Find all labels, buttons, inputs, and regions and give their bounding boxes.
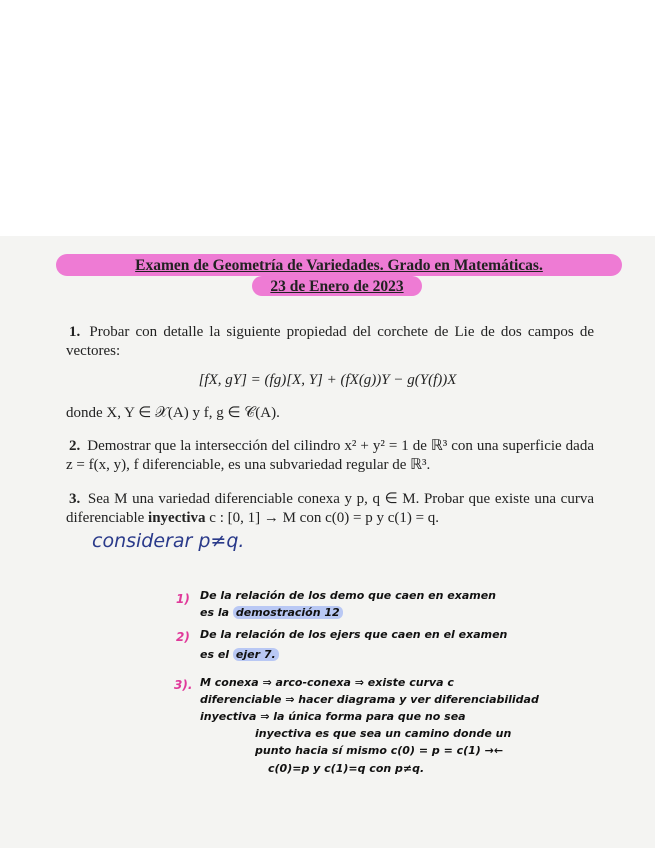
problem-1 [66,323,594,361]
note-3-line-3: inyectiva ⇒ la única forma para que no sea [200,710,466,723]
note-highlight: demostración 12 [233,606,343,619]
note-number: 3). [174,678,193,692]
problem-2 [66,437,594,475]
note-2-line-1: De la relación de los ejers que caen en el examen [200,628,508,641]
exam-title: Examen de Geometría de Variedades. Grado en Matemáticas. [135,257,543,274]
problem-text-bold: inyectiva [148,510,206,526]
lie-bracket-formula [0,372,655,389]
note-1-line-1: De la relación de los demo que caen en examen [200,589,496,602]
note-number: 1) [176,592,190,606]
note-text: es la [200,606,233,619]
note-highlight: ejer 7. [233,648,279,661]
formula-text: [fX, gY] = (fg)[X, Y] + (fX(g))Y − g(Y(f))X [198,372,457,388]
problem-number: 3. [66,490,83,509]
note-number: 2) [176,630,190,644]
note-3-line-1: M conexa ⇒ arco-conexa ⇒ existe curva c [200,676,454,689]
note-3-line-5: punto hacia sí mismo c(0) = p = c(1) →← [255,744,504,757]
note-3-line-4: inyectiva es que sea un camino donde un [255,727,512,740]
problem-1-condition: donde X, Y ∈ 𝒳(A) y f, g ∈ 𝒞(A). [66,405,280,421]
exam-date: 23 de Enero de 2023 [270,278,404,295]
problem-text: Demostrar que la intersección del cilindro x² + y² = 1 de ℝ³ con una superficie dada z = f(x, y), f diferenciable, es una subvariedad regular de ℝ³. [66,438,594,473]
note-1-line-2 [200,606,343,620]
problem-text: Probar con detalle la siguiente propiedad del corchete de Lie de dos campos de vectores: [66,324,594,359]
problem-number: 1. [66,323,83,342]
problem-text-post: c : [0, 1] → M con c(0) = p y c(1) = q. [205,510,440,526]
problem-number: 2. [66,437,83,456]
problem-3 [66,490,594,528]
note-3-line-6: c(0)=p y c(1)=q con p≠q. [268,762,425,775]
problem-text-pre: Sea M una variedad diferenciable conexa y p, q ∈ M. Probar que existe una curva diferenciable [66,491,594,526]
note-3-line-2: diferenciable ⇒ hacer diagrama y ver diferenciabilidad [200,693,539,706]
note-2-line-2 [200,648,279,662]
handwritten-considerar: considerar p≠q. [92,530,245,552]
note-text: es el [200,648,233,661]
